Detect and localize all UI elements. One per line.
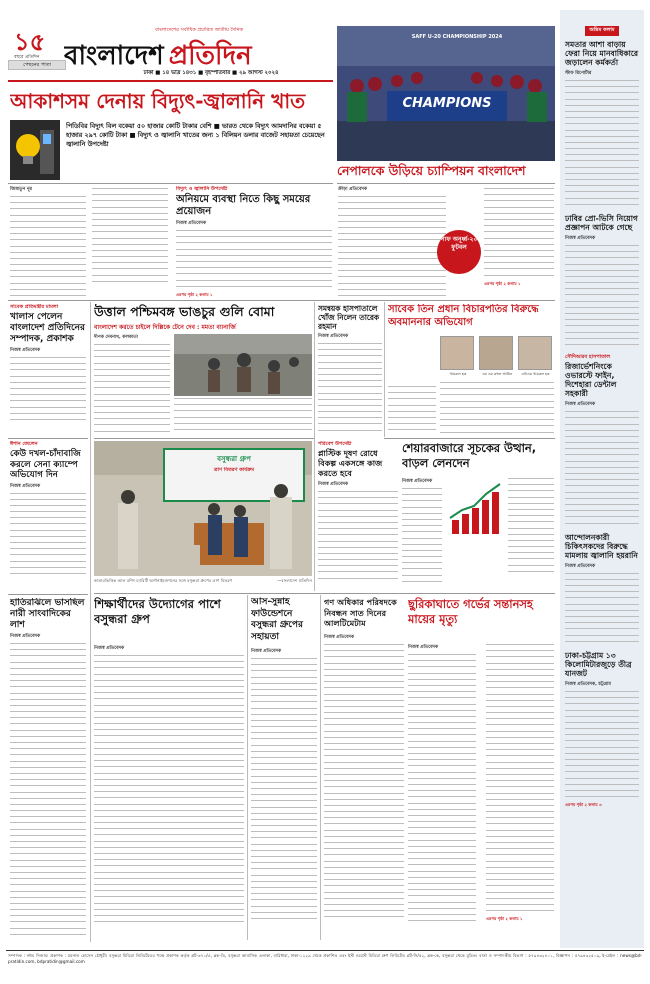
students-headline: শিক্ষার্থীদের উদ্যোগের পাশে বসুন্ধরা গ্রুপ	[94, 597, 221, 626]
column-rule	[320, 595, 321, 940]
sidebar-tag: অন্তিম কলাম	[585, 26, 618, 36]
sidebar-item-2: ঢাবির প্রো-ভিসি নিয়োগ প্রজ্ঞাপন আটকে গেছে নিজস্ব প্রতিবেদক	[560, 210, 644, 345]
column-rule	[314, 441, 315, 591]
lead-bullets: পিডিবির বিদ্যুৎ বিল বকেয়া ৫০ হাজার কোটি টাকার বেশি ■ ভারত থেকে বিদ্যুৎ আমদানির বকেয়া ৫ হাজার ২৯৭ কোটি টাকা ■ বিদ্যুৎ ও জ্বালানি খাতের জন্য ১ বিলিয়ন ডলার বাজেট সহায়তা চেয়েছেন জ্বালানি উপদেষ্টা	[66, 122, 325, 149]
relief-banner-sub: ত্রাণ বিতরণ কার্যক্রম	[213, 467, 255, 473]
tagline: বাংলাদেশের সর্বাধিক প্রচারিত জাতীয় দৈনিক	[155, 27, 243, 33]
lead-photo	[10, 120, 60, 180]
stock-body-col2	[508, 478, 554, 590]
champions-headline: নেপালকে উড়িয়ে চ্যাম্পিয়ন বাংলাদেশ	[337, 163, 526, 178]
column-rule	[90, 302, 91, 942]
relief-banner: বসুন্ধরা গ্রুপ	[217, 455, 251, 463]
rule	[94, 593, 555, 594]
stab-body-col1: নিজস্ব প্রতিবেদক	[408, 644, 476, 938]
article-environment: পরিবেশ উপদেষ্টা প্লাস্টিক দূষণ রোধে বিকল্প একসঙ্গে কাজ করতে হবে নিজস্ব প্রতিবেদক	[318, 441, 398, 591]
champions-board: CHAMPIONS	[402, 96, 492, 111]
masthead-rule	[8, 80, 333, 82]
rule	[8, 594, 88, 595]
champions-body-left: ক্রীড়া প্রতিবেদক	[338, 186, 446, 298]
saff-badge: সাফ অনূর্ধ্ব-২০ ফুটবল	[437, 230, 481, 274]
lead-headline: আকাশসম দেনায় বিদ্যুৎ-জ্বালানি খাত	[10, 89, 306, 113]
anniversary-badge: ১৫ বছরে প্রতিদিন	[14, 30, 46, 60]
judge-portrait-2	[479, 336, 513, 370]
imprint-footer: সম্পাদক : নঈম নিজাম। প্রকাশক : ময়নাল হোসেন চৌধুরী। বসুন্ধরা মিডিয়া লিমিটেডের পক্ষে প্রকাশক কর্তৃক প্লট-৩৭১/এ, ব্লক-ডি, বসুন্ধরা আবাসিক এলাকা, বারিধারা, ঢাকা-১২২৯ থেকে প্রকাশিত এবং ইস্ট ওয়েস্ট মিডিয়া গ্রুপ লিমিটেড প্লট-সি/৫২, ব্লক-কে, বসুন্ধরা থেকে মুদ্রিত। বার্তা ও সম্পাদকীয় বিভাগ : ৫৭৯৪৩২৪০১, বিজ্ঞাপন : ৫৭৯৪৩২৫০৯, ই-মেইল : news@bd-pratidin.com, bdpratidin@gmail.com	[8, 953, 642, 965]
border-subhead: বাংলাদেশ করতে চাইলে দিল্লিকে টেনে দেব : মমতা ব্যানার্জি	[94, 324, 236, 331]
stab-body-col2: এরপর পৃষ্ঠা ২ কলাম ১	[486, 644, 554, 938]
champions-photo	[337, 26, 555, 161]
assunnah-body: নিজস্ব প্রতিবেদক	[251, 648, 317, 938]
rule	[8, 183, 333, 184]
judge-portrait-3	[518, 336, 552, 370]
transport-body: নিজস্ব প্রতিবেদক	[324, 634, 404, 938]
relief-credit: —বাংলাদেশ প্রতিদিন	[277, 578, 312, 583]
sidebar	[560, 10, 644, 948]
sidebar-item-4: আন্দোলনকারী চিকিৎসকদের বিরুদ্ধে মামলায় জ্বালানি হয়রানি নিজস্ব প্রতিবেদক	[560, 529, 644, 642]
rule	[337, 183, 555, 184]
column-rule	[384, 302, 385, 437]
border-body-col2	[174, 398, 312, 434]
column-rule	[247, 595, 248, 940]
article-army-camp: ঈশান জেলেন কেউ দখল-চাঁদাবাজি করলে সেনা ক্যাম্পে অভিযোগ দিন নিজস্ব প্রতিবেদক	[10, 441, 86, 591]
kolkata-protest-photo	[174, 334, 312, 396]
border-headline: উত্তাল পশ্চিমবঙ্গ ভাঙচুর গুলি বোমা	[94, 304, 275, 319]
assunnah-headline: আস-সুন্নাহ ফাউন্ডেশনে বসুন্ধরা গ্রুপের সহায়তা	[251, 597, 303, 642]
page-tag: পেছনের পাতা	[8, 60, 66, 70]
relief-caption: কাতারভিত্তিক আল রশিদ চ্যারিটি অর্গানাইজেশনের সঙ্গে বসুন্ধরা গ্রুপের ত্রাণ বিতরণ	[94, 578, 233, 583]
judges-headline: সাবেক তিন প্রধান বিচারপতির বিরুদ্ধে অবমাননার অভিযোগ	[388, 304, 539, 328]
rule	[8, 300, 555, 301]
judges-body-col1	[388, 336, 436, 436]
stab-headline: ছুরিকাঘাতে গর্ভের সন্তানসহ মায়ের মৃত্যু	[408, 597, 533, 626]
lead-body-col1: জিন্নাতুন নূর	[10, 186, 86, 298]
photo-banner: SAFF U-20 CHAMPIONSHIP 2024	[411, 34, 503, 40]
article-hospital: সমন্বয়ক হাসপাতালে খোঁজ নিলেন তারেক রহমান নিজস্ব প্রতিবেদক	[318, 304, 382, 438]
rule	[94, 438, 314, 439]
border-body-col1: দীপক দেবনাথ, কলকাতা	[94, 334, 170, 434]
stock-chart-graphic	[446, 478, 504, 538]
students-body: নিজস্ব প্রতিবেদক	[94, 645, 244, 937]
article-hatirjheel: হাতিরঝিলে ভাসছিল নারী সাংবাদিকের লাশ নিজস্ব প্রতিবেদক	[10, 598, 86, 938]
article-editor-acquitted: সাবেক প্রতিমন্ত্রীর মামলা খালাস পেলেন বাংলাদেশ প্রতিদিনের সম্পাদক, প্রকাশক নিজস্ব প্রতিবেদক	[10, 304, 86, 436]
adviser-story: বিদ্যুৎ ও জ্বালানি উপদেষ্টা অনিয়মে ব্যবস্থা নিতে কিছু সময়ের প্রয়োজন নিজস্ব প্রতিবেদক এরপর পৃষ্ঠা ২ কলাম ১	[176, 186, 332, 298]
rule	[8, 438, 88, 439]
stock-body-col1: নিজস্ব প্রতিবেদক	[402, 478, 442, 590]
sidebar-item-3: সৌদিআরব হাসপাতাল রিজার্ভেশনিংকে ওভারস্টে ফাইন, দিশেহারা ডেন্টাল সহকারী নিজস্ব প্রতিবেদক	[560, 350, 644, 523]
judges-portraits: খায়রুল হক এম এম রুহুল আমিন এবিএম খায়রুল হক	[440, 336, 554, 378]
stock-headline: শেয়ারবাজারে সূচকের উত্থান, বাড়ল লেনদেন	[402, 441, 537, 470]
lightbulb-icon	[10, 120, 60, 180]
newspaper-logo: বাংলাদেশ প্রতিদিন	[64, 41, 252, 69]
sidebar-item-1: সমতার আশা বাড়ায় ফেরা নিয়ে মানবাধিকারে জড়ালেন কর্মকর্তা স্টাফ রিপোর্টার	[560, 36, 644, 205]
column-rule	[314, 302, 315, 442]
judge-portrait-1	[440, 336, 474, 370]
lead-body-col2	[92, 186, 168, 298]
judges-body-col2	[440, 382, 554, 436]
sidebar-item-5: ঢাকা-চট্টগ্রাম ১৩ কিলোমিটারজুড়ে তীব্র যানজট নিজস্ব প্রতিবেদক, চট্টগ্রাম এরপর পৃষ্ঠা ২ কলাম ৩	[560, 647, 644, 809]
dateline: ঢাকা ■ ১৪ ভাদ্র ১৪৩১ ■ বৃহস্পতিবার ■ ২৯ আগস্ট ২০২৪	[143, 70, 279, 76]
footer-rule	[6, 950, 644, 951]
champions-body-right: এরপর পৃষ্ঠা ২ কলাম ১	[484, 186, 554, 298]
rule	[384, 438, 555, 439]
relief-photo	[94, 441, 312, 576]
transport-headline: গণ অধিকার পরিষদকে নিবন্ধন সাত দিনের আলটিমেটাম	[324, 597, 397, 628]
